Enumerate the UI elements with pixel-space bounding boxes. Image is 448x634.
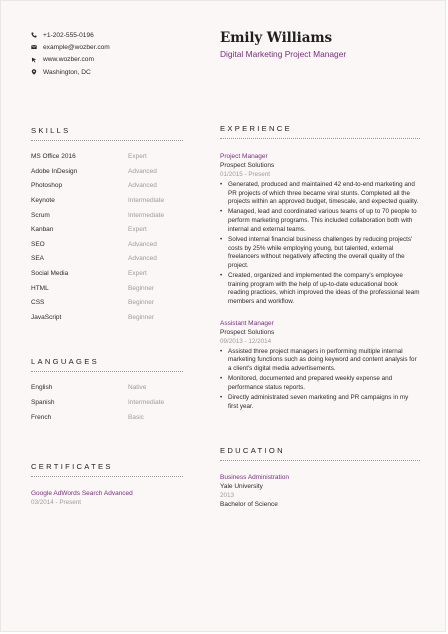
skill-name: Adobe InDesign xyxy=(31,167,78,175)
education-divider xyxy=(220,460,420,461)
skill-row xyxy=(31,296,183,311)
job-bullet: • Created, organized and implemented the company's employee training program with the help of up-to-date educational book reading practices, which improved the ideas of the professional team members and workflow. xyxy=(228,272,420,307)
skill-level: Expert xyxy=(128,269,147,277)
skill-level: Advanced xyxy=(128,255,157,263)
skills-divider xyxy=(31,140,183,141)
job-company: Prospect Solutions xyxy=(220,328,275,336)
skill-name: HTML xyxy=(31,284,49,292)
skill-name: JavaScript xyxy=(31,313,62,321)
language-row xyxy=(31,411,183,426)
skill-row xyxy=(31,223,183,238)
skill-name: Photoshop xyxy=(31,182,63,190)
education-degree: Bachelor of Science xyxy=(220,501,278,509)
skill-level: Advanced xyxy=(128,240,157,248)
skill-level: Advanced xyxy=(128,167,157,175)
skill-name: Social Media xyxy=(31,269,69,277)
education-year: 2013 xyxy=(220,492,235,500)
skill-level: Beginner xyxy=(128,313,155,321)
skill-row xyxy=(31,238,183,253)
job-bullet: • Solved internal financial business challenges by reducing projects' costs by 25% while employing young, but talented, external freelancers without negatively affecting the overall quality of the project. xyxy=(228,236,420,271)
skill-row xyxy=(31,165,183,180)
job-entry xyxy=(220,152,420,307)
job-bullets xyxy=(220,348,420,412)
job-date: 01/2015 - Present xyxy=(220,171,271,178)
languages-heading: LANGUAGES xyxy=(31,357,99,367)
cursor-icon xyxy=(31,57,43,63)
job-bullets xyxy=(220,181,420,307)
skill-row xyxy=(31,150,183,165)
certificate-name: Google AdWords Search Advanced xyxy=(31,490,133,498)
job-company: Prospect Solutions xyxy=(220,162,275,169)
left-column xyxy=(31,29,183,507)
contact-email xyxy=(31,41,183,53)
skill-name: MS Office 2016 xyxy=(31,153,76,161)
job-bullet: • Managed, lead and coordinated various teams of up to 70 people to perform marketing programs. This included collaboration both with internal and external teams. xyxy=(228,208,420,234)
experience-divider xyxy=(220,138,420,139)
language-name: French xyxy=(31,413,52,421)
education-field: Business Administration xyxy=(220,474,290,482)
contact-phone xyxy=(31,29,183,41)
language-level: Native xyxy=(128,384,147,392)
job-bullet: • Generated, produced and maintained 42 end-to-end marketing and PR projects of which three became viral stunts. Completed all the projects within an approved budget, timescale, and expected quality. xyxy=(228,181,420,207)
experience-section xyxy=(220,124,420,411)
job-date: 09/2013 - 12/2014 xyxy=(220,337,272,345)
certificates-heading: CERTIFICATES xyxy=(31,462,113,472)
skills-section xyxy=(31,126,183,325)
language-name: Spanish xyxy=(31,398,55,406)
skill-name: Scrum xyxy=(31,211,50,219)
job-bullet: • Assisted three project managers in performing multiple internal marketing functions such as doing keyword and content analysis for a client's digital media advertisements. xyxy=(228,348,420,374)
certificates-divider xyxy=(31,476,183,477)
skill-level: Advanced xyxy=(128,182,157,190)
envelope-icon xyxy=(31,44,43,50)
skill-row xyxy=(31,267,183,282)
education-school: Yale University xyxy=(220,483,263,491)
skill-row xyxy=(31,282,183,297)
experience-heading: EXPERIENCE xyxy=(220,124,292,133)
languages-divider xyxy=(31,371,183,372)
skill-level: Beginner xyxy=(128,299,155,307)
education-heading: EDUCATION xyxy=(220,446,285,456)
job-title: Assistant Manager xyxy=(220,319,274,327)
skill-row xyxy=(31,194,183,209)
skill-level: Expert xyxy=(128,153,147,161)
skill-name: Kanban xyxy=(31,226,54,234)
job-bullet: • Directly administrated seven marketing and PR campaigns in my first year. xyxy=(228,394,420,411)
certificates-list xyxy=(31,489,183,507)
language-name: English xyxy=(31,384,53,392)
education-entry xyxy=(220,473,420,509)
contact-location xyxy=(31,66,183,78)
certificates-section xyxy=(31,462,183,507)
education-section xyxy=(220,446,420,509)
contact-location-text: Washington, DC xyxy=(43,68,91,76)
skill-name: SEA xyxy=(31,255,45,263)
candidate-title: Digital Marketing Project Manager xyxy=(220,49,347,59)
skill-name: CSS xyxy=(31,299,45,307)
job-title: Project Manager xyxy=(220,153,268,160)
contact-website xyxy=(31,54,183,66)
skill-name: SEO xyxy=(31,240,45,248)
language-level: Basic xyxy=(128,413,144,421)
languages-list xyxy=(31,381,183,425)
skill-row xyxy=(31,311,183,326)
job-bullet: • Monitored, documented and prepared weekly expense and performance status reports. xyxy=(228,375,420,392)
skill-level: Intermediate xyxy=(128,196,165,204)
skill-level: Intermediate xyxy=(128,211,165,219)
language-row xyxy=(31,396,183,411)
contact-email-text[interactable]: example@wozber.com xyxy=(43,43,110,51)
skills-list xyxy=(31,150,183,325)
skill-level: Expert xyxy=(128,226,147,234)
language-row xyxy=(31,381,183,396)
job-entry xyxy=(220,319,420,412)
certificate-date: 03/2014 - Present xyxy=(31,499,82,507)
skill-level: Beginner xyxy=(128,284,155,292)
skill-name: Keynote xyxy=(31,196,55,204)
phone-icon xyxy=(31,32,43,38)
location-pin-icon xyxy=(31,69,43,75)
contact-block xyxy=(31,29,183,78)
skill-row xyxy=(31,209,183,224)
skills-heading: SKILLS xyxy=(31,126,71,136)
right-column xyxy=(220,29,420,509)
contact-website-text[interactable]: www.wozber.com xyxy=(43,56,94,64)
languages-section xyxy=(31,357,183,425)
candidate-name: Emily Williams xyxy=(220,30,333,46)
contact-phone-text[interactable]: +1-202-555-0196 xyxy=(43,31,94,39)
skill-row xyxy=(31,252,183,267)
language-level: Intermediate xyxy=(128,398,165,406)
skill-row xyxy=(31,179,183,194)
